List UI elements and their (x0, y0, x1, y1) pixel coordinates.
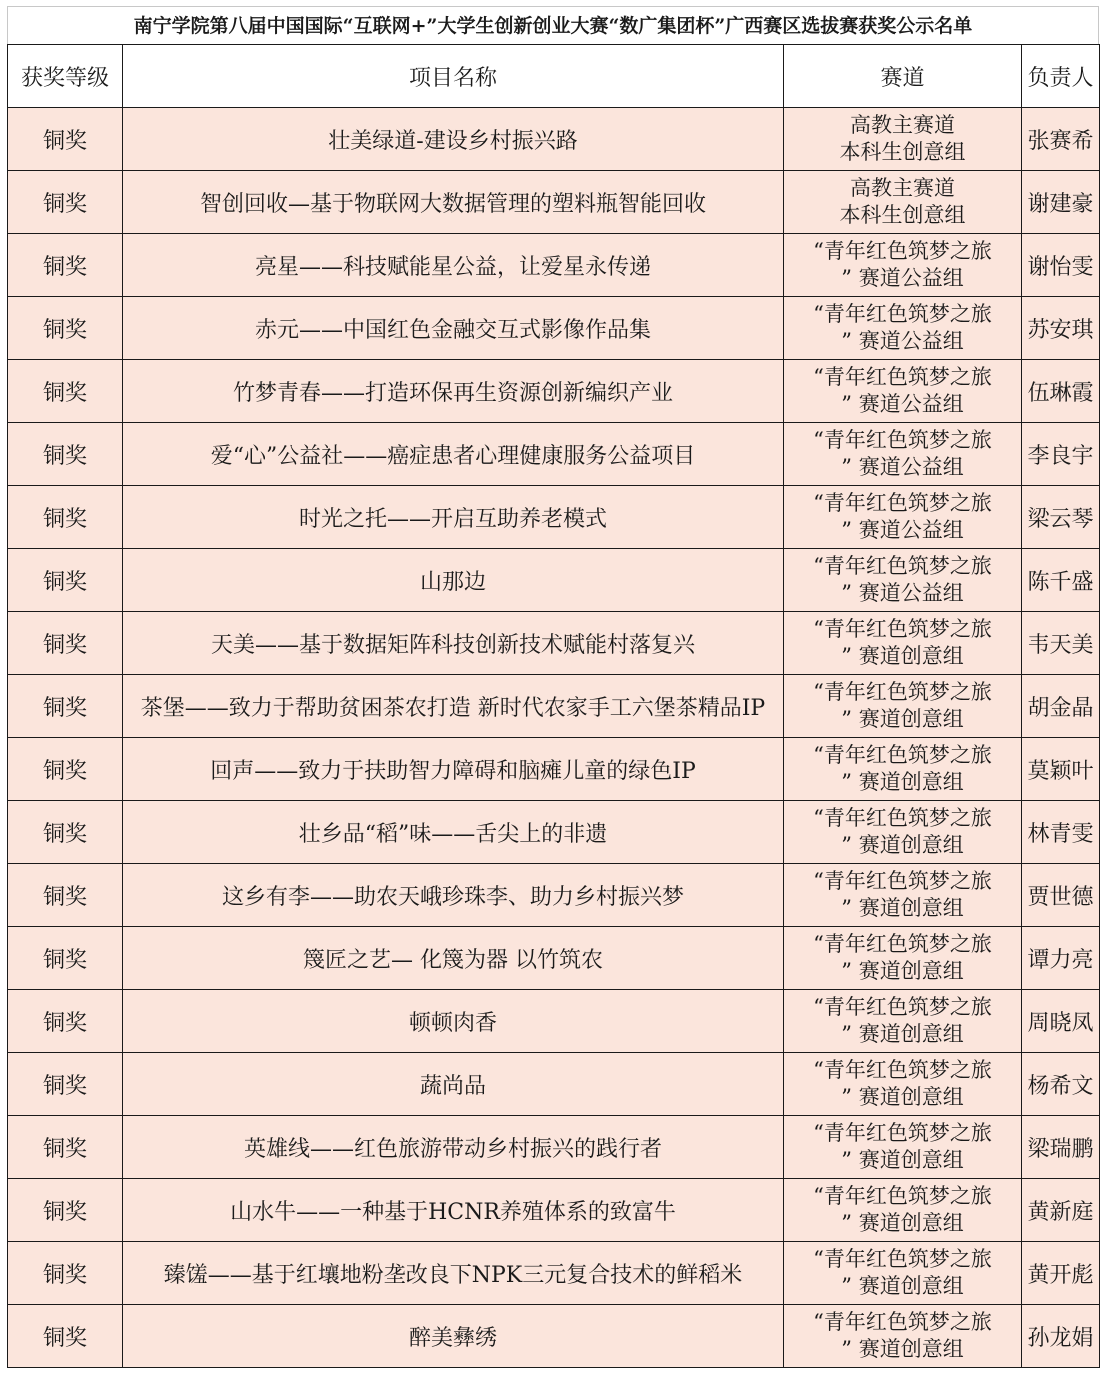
cell-project[interactable]: 顿顿肉香 (123, 990, 784, 1053)
cell-level[interactable]: 铜奖 (8, 297, 123, 360)
track-line-2: 本科生创意组 (839, 203, 966, 227)
cell-track[interactable] (784, 171, 1022, 234)
track-line-1: “青年红色筑梦之旅 (813, 1310, 992, 1334)
cell-track[interactable] (784, 108, 1022, 171)
table-row (8, 486, 1100, 549)
track-line-2: ” 赛道创意组 (841, 1085, 964, 1109)
track-line-2: ” 赛道创意组 (841, 896, 964, 920)
track-line-1: “青年红色筑梦之旅 (813, 743, 992, 767)
award-sheet (7, 6, 1099, 1368)
table-row (8, 1242, 1100, 1305)
cell-track[interactable] (784, 1242, 1022, 1305)
cell-project[interactable]: 时光之托——开启互助养老模式 (123, 486, 784, 549)
cell-project[interactable]: 山水牛——一种基于HCNR养殖体系的致富牛 (123, 1179, 784, 1242)
track-line-1: “青年红色筑梦之旅 (813, 806, 992, 830)
cell-level[interactable]: 铜奖 (8, 234, 123, 297)
cell-level[interactable]: 铜奖 (8, 423, 123, 486)
track-line-1: “青年红色筑梦之旅 (813, 995, 992, 1019)
cell-track[interactable] (784, 297, 1022, 360)
cell-level[interactable]: 铜奖 (8, 360, 123, 423)
cell-leader[interactable]: 张赛希 (1022, 108, 1100, 171)
cell-level[interactable]: 铜奖 (8, 1053, 123, 1116)
cell-level[interactable]: 铜奖 (8, 108, 123, 171)
cell-leader[interactable]: 苏安琪 (1022, 297, 1100, 360)
table-row (8, 801, 1100, 864)
cell-level[interactable]: 铜奖 (8, 171, 123, 234)
table-row (8, 423, 1100, 486)
track-line-1: “青年红色筑梦之旅 (813, 239, 992, 263)
cell-leader[interactable]: 林青雯 (1022, 801, 1100, 864)
cell-project[interactable]: 亮星——科技赋能星公益，让爱星永传递 (123, 234, 784, 297)
cell-track[interactable] (784, 549, 1022, 612)
cell-project[interactable]: 这乡有李——助农天峨珍珠李、助力乡村振兴梦 (123, 864, 784, 927)
table-row (8, 108, 1100, 171)
cell-level[interactable]: 铜奖 (8, 927, 123, 990)
table-row (8, 927, 1100, 990)
table-row (8, 990, 1100, 1053)
cell-track[interactable] (784, 486, 1022, 549)
cell-leader[interactable]: 杨希文 (1022, 1053, 1100, 1116)
cell-track[interactable] (784, 990, 1022, 1053)
header-row (8, 45, 1100, 108)
cell-leader[interactable]: 谢建豪 (1022, 171, 1100, 234)
cell-leader[interactable]: 梁云琴 (1022, 486, 1100, 549)
track-line-2: ” 赛道创意组 (841, 959, 964, 983)
track-line-1: “青年红色筑梦之旅 (813, 428, 992, 452)
table-row (8, 738, 1100, 801)
header-leader[interactable]: 负责人 (1022, 45, 1100, 108)
track-line-1: “青年红色筑梦之旅 (813, 932, 992, 956)
track-line-1: “青年红色筑梦之旅 (813, 617, 992, 641)
cell-project[interactable]: 壮美绿道-建设乡村振兴路 (123, 108, 784, 171)
cell-track[interactable] (784, 1179, 1022, 1242)
track-line-2: ” 赛道公益组 (841, 455, 964, 479)
cell-level[interactable]: 铜奖 (8, 801, 123, 864)
table-row (8, 549, 1100, 612)
cell-project[interactable]: 蔬尚品 (123, 1053, 784, 1116)
track-line-2: ” 赛道创意组 (841, 644, 964, 668)
track-line-2: ” 赛道公益组 (841, 329, 964, 353)
cell-project[interactable]: 英雄线——红色旅游带动乡村振兴的践行者 (123, 1116, 784, 1179)
cell-track[interactable] (784, 360, 1022, 423)
table-row (8, 1053, 1100, 1116)
cell-leader[interactable]: 李良宇 (1022, 423, 1100, 486)
header-track[interactable]: 赛道 (784, 45, 1022, 108)
track-line-1: “青年红色筑梦之旅 (813, 365, 992, 389)
track-line-2: ” 赛道公益组 (841, 392, 964, 416)
cell-level[interactable]: 铜奖 (8, 1116, 123, 1179)
cell-level[interactable]: 铜奖 (8, 486, 123, 549)
cell-project[interactable]: 壮乡品“稻”味——舌尖上的非遗 (123, 801, 784, 864)
cell-project[interactable]: 茶堡——致力于帮助贫困茶农打造 新时代农家手工六堡茶精品IP (123, 675, 784, 738)
track-line-2: ” 赛道创意组 (841, 1274, 964, 1298)
cell-level[interactable]: 铜奖 (8, 1242, 123, 1305)
track-line-1: “青年红色筑梦之旅 (813, 554, 992, 578)
cell-track[interactable] (784, 1305, 1022, 1368)
cell-track[interactable] (784, 1116, 1022, 1179)
track-line-2: ” 赛道创意组 (841, 707, 964, 731)
cell-project[interactable]: 爱“心”公益社——癌症患者心理健康服务公益项目 (123, 423, 784, 486)
cell-leader[interactable]: 胡金晶 (1022, 675, 1100, 738)
cell-project[interactable]: 智创回收—基于物联网大数据管理的塑料瓶智能回收 (123, 171, 784, 234)
table-row (8, 675, 1100, 738)
cell-track[interactable] (784, 675, 1022, 738)
track-line-1: 高教主赛道 (850, 113, 955, 137)
table-row (8, 864, 1100, 927)
cell-level[interactable]: 铜奖 (8, 864, 123, 927)
cell-track[interactable] (784, 864, 1022, 927)
cell-track[interactable] (784, 927, 1022, 990)
cell-leader[interactable]: 孙龙娟 (1022, 1305, 1100, 1368)
cell-level[interactable]: 铜奖 (8, 1305, 123, 1368)
table-row (8, 1305, 1100, 1368)
cell-leader[interactable]: 黄新庭 (1022, 1179, 1100, 1242)
cell-leader[interactable]: 周晓凤 (1022, 990, 1100, 1053)
award-table (7, 44, 1100, 1368)
cell-level[interactable]: 铜奖 (8, 990, 123, 1053)
track-line-1: “青年红色筑梦之旅 (813, 1058, 992, 1082)
track-line-1: 高教主赛道 (850, 176, 955, 200)
cell-project[interactable]: 篾匠之艺— 化篾为器 以竹筑农 (123, 927, 784, 990)
cell-leader[interactable]: 韦天美 (1022, 612, 1100, 675)
track-line-2: ” 赛道创意组 (841, 833, 964, 857)
track-line-1: “青年红色筑梦之旅 (813, 302, 992, 326)
track-line-1: “青年红色筑梦之旅 (813, 1121, 992, 1145)
track-line-2: ” 赛道公益组 (841, 518, 964, 542)
cell-level[interactable]: 铜奖 (8, 738, 123, 801)
cell-project[interactable]: 竹梦青春——打造环保再生资源创新编织产业 (123, 360, 784, 423)
cell-leader[interactable]: 贾世德 (1022, 864, 1100, 927)
cell-track[interactable] (784, 1053, 1022, 1116)
cell-track[interactable] (784, 801, 1022, 864)
track-line-1: “青年红色筑梦之旅 (813, 1247, 992, 1271)
cell-leader[interactable]: 陈千盛 (1022, 549, 1100, 612)
track-line-1: “青年红色筑梦之旅 (813, 680, 992, 704)
track-line-1: “青年红色筑梦之旅 (813, 491, 992, 515)
cell-track[interactable] (784, 234, 1022, 297)
table-row (8, 360, 1100, 423)
track-line-1: “青年红色筑梦之旅 (813, 869, 992, 893)
track-line-2: ” 赛道创意组 (841, 770, 964, 794)
cell-level[interactable]: 铜奖 (8, 549, 123, 612)
cell-project[interactable]: 醉美彝绣 (123, 1305, 784, 1368)
cell-leader[interactable]: 梁瑞鹏 (1022, 1116, 1100, 1179)
cell-leader[interactable]: 莫颖叶 (1022, 738, 1100, 801)
cell-leader[interactable]: 黄开彪 (1022, 1242, 1100, 1305)
track-line-2: ” 赛道创意组 (841, 1211, 964, 1235)
cell-project[interactable]: 天美——基于数据矩阵科技创新技术赋能村落复兴 (123, 612, 784, 675)
track-line-1: “青年红色筑梦之旅 (813, 1184, 992, 1208)
cell-project[interactable]: 回声——致力于扶助智力障碍和脑瘫儿童的绿色IP (123, 738, 784, 801)
sheet-title: 南宁学院第八届中国国际“互联网+”大学生创新创业大赛“数广集团杯”广西赛区选拔赛获奖公示名单 (7, 6, 1099, 44)
header-level[interactable]: 获奖等级 (8, 45, 123, 108)
cell-leader[interactable]: 谢怡雯 (1022, 234, 1100, 297)
track-line-2: ” 赛道创意组 (841, 1148, 964, 1172)
cell-project[interactable]: 山那边 (123, 549, 784, 612)
cell-track[interactable] (784, 738, 1022, 801)
cell-project[interactable]: 赤元——中国红色金融交互式影像作品集 (123, 297, 784, 360)
cell-leader[interactable]: 伍琳霞 (1022, 360, 1100, 423)
track-line-2: 本科生创意组 (839, 140, 966, 164)
table-row (8, 1179, 1100, 1242)
header-project[interactable]: 项目名称 (123, 45, 784, 108)
track-line-2: ” 赛道创意组 (841, 1337, 964, 1361)
cell-track[interactable] (784, 423, 1022, 486)
cell-leader[interactable]: 谭力亮 (1022, 927, 1100, 990)
table-row (8, 1116, 1100, 1179)
cell-level[interactable]: 铜奖 (8, 1179, 123, 1242)
table-row (8, 234, 1100, 297)
cell-level[interactable]: 铜奖 (8, 612, 123, 675)
cell-track[interactable] (784, 612, 1022, 675)
table-row (8, 171, 1100, 234)
track-line-2: ” 赛道公益组 (841, 581, 964, 605)
table-row (8, 297, 1100, 360)
track-line-2: ” 赛道创意组 (841, 1022, 964, 1046)
track-line-2: ” 赛道公益组 (841, 266, 964, 290)
cell-level[interactable]: 铜奖 (8, 675, 123, 738)
cell-project[interactable]: 臻馐——基于红壤地粉垄改良下NPK三元复合技术的鲜稻米 (123, 1242, 784, 1305)
table-row (8, 612, 1100, 675)
